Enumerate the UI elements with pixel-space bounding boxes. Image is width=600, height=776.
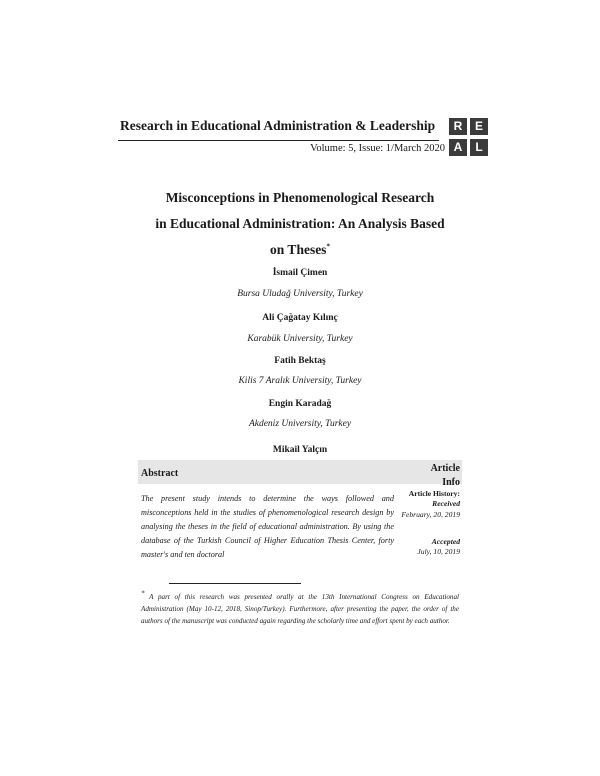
abstract-text: The present study intends to determine the ways followed and misconceptions held in the studies of phenomenological research design by analysing the theses in the field of educational administration. By using the database of the Turkish Council of Higher Education Thesis Center, forty master's and ten doctoral [141, 494, 394, 559]
author-name: Fatih Bektaş [274, 356, 326, 366]
journal-logo [449, 118, 489, 156]
header-rule [118, 140, 439, 141]
received-label: Received [432, 499, 460, 508]
logo-letter-a: A [449, 139, 467, 156]
footnote-rule [169, 583, 301, 584]
volume-issue: Volume: 5, Issue: 1/March 2020 [310, 143, 445, 154]
author-affiliation: Bursa Uludağ University, Turkey [237, 289, 363, 299]
title-footnote-mark: * [326, 242, 330, 251]
author-affiliation: Akdeniz University, Turkey [248, 419, 352, 429]
abstract-label: Abstract [141, 468, 179, 479]
article-info-label: Article Info [430, 463, 460, 488]
paper-title-line-2: in Educational Administration: An Analysis Based [155, 216, 445, 231]
article-history-label: Article History: [408, 489, 460, 498]
author-name: Mikail Yalçın [272, 445, 328, 455]
author-name: İsmail Çimen [272, 268, 328, 278]
journal-title: Research in Educational Administration & Leadership [120, 118, 436, 133]
accepted-date: July, 10, 2019 [417, 547, 460, 556]
author-name: Engin Karadağ [268, 399, 332, 409]
logo-letter-e: E [470, 118, 488, 135]
footnote-text: A part of this research was presented orally at the 13th International Congress on Educational Administration (May 10-12, 2018, Sinop/Turkey). Furthermore, after presenting the paper, the order of the authors of the manuscript was conducted again regarding the scholarly time and effort spent by each author. [141, 593, 459, 625]
author-affiliation: Kilis 7 Aralık University, Turkey [238, 376, 362, 386]
paper-title-line-1: Misconceptions in Phenomenological Research [165, 190, 435, 205]
accepted-label: Accepted [431, 537, 460, 546]
logo-letter-l: L [470, 139, 488, 156]
author-affiliation: Karabük University, Turkey [247, 334, 353, 344]
author-name: Ali Çağatay Kılınç [262, 313, 338, 323]
paper-title-line-3: on Theses* [270, 242, 330, 257]
footnote [141, 591, 459, 627]
received-date: February, 20, 2019 [401, 510, 460, 519]
logo-letter-r: R [449, 118, 467, 135]
footnote-mark: * [141, 589, 145, 598]
